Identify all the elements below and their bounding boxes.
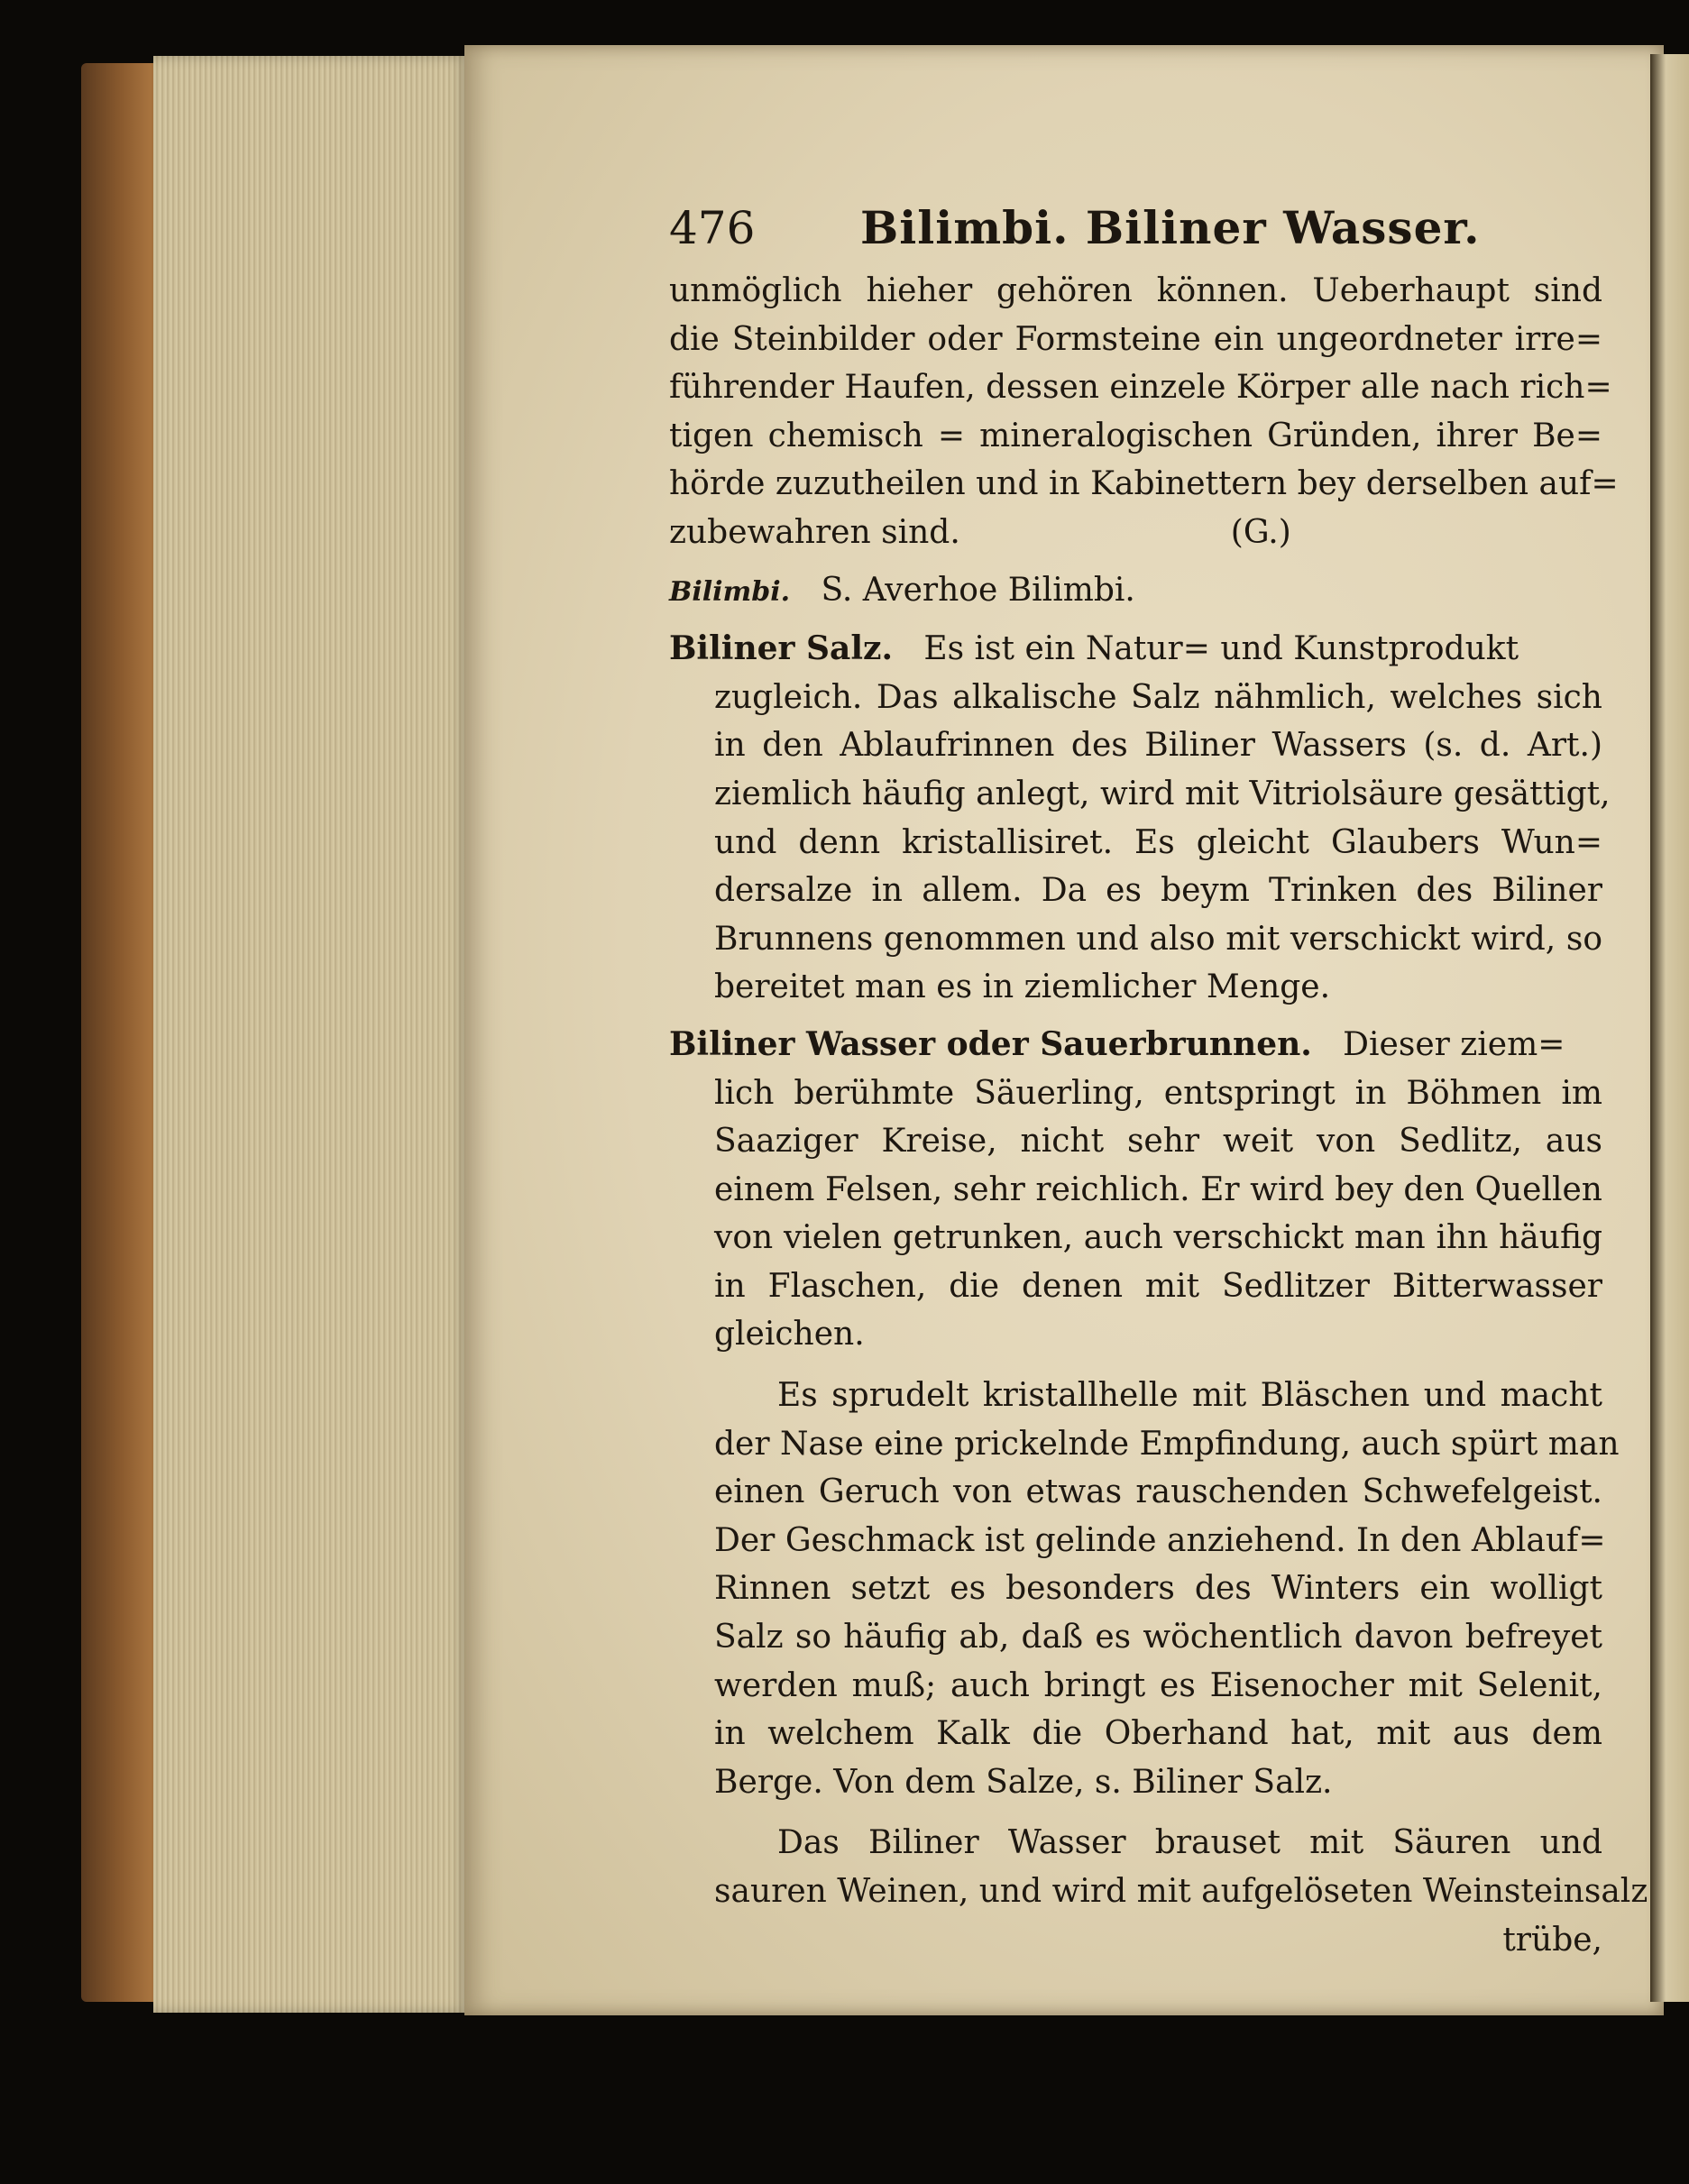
text-line: hörde zuzutheilen und in Kabinettern bey derselben auf= [669, 465, 1619, 503]
entry-headword: Biliner Wasser oder Sauerbrunnen. [669, 1024, 1312, 1063]
page-number: 476 [669, 202, 756, 254]
text-line: und denn kristallisiret. Es gleicht Glaubers Wun= [714, 823, 1602, 861]
text-line: führender Haufen, dessen einzele Körper alle nach rich= [669, 369, 1612, 407]
cross-reference: S. Averhoe Bilimbi. [821, 571, 1135, 609]
facing-page-edge [1650, 54, 1689, 2002]
text-line-content: Es ist ein Natur= und Kunstprodukt [923, 630, 1519, 668]
running-head [669, 189, 1602, 267]
text-line [669, 1021, 1602, 1069]
page-edges [153, 56, 469, 2013]
entry-biliner-wasser [669, 1021, 1602, 1359]
text-line: Saaziger Kreise, nicht sehr weit von Sedlitz, aus [714, 1123, 1602, 1161]
text-line: in den Ablaufrinnen des Biliner Wassers (s. d. Art.) [714, 727, 1602, 765]
entry-bilimbi [669, 566, 1602, 617]
text-line [669, 566, 1602, 617]
text-line: gleichen. [714, 1316, 865, 1354]
entry-headword: Biliner Salz. [669, 629, 894, 668]
entry-biliner-salz [669, 625, 1611, 1012]
text-line: einen Geruch von etwas rauschenden Schwefelgeist. [714, 1473, 1602, 1511]
continued-paragraph [669, 267, 1619, 557]
running-title: Bilimbi. Biliner Wasser. [860, 201, 1481, 254]
text-line: Rinnen setzt es besonders des Winters ein wolligt [714, 1570, 1602, 1608]
text-line: Brunnens genommen und also mit verschickt wird, so [714, 920, 1602, 958]
text-line-content: Dieser ziem= [1343, 1025, 1565, 1063]
text-line: die Steinbilder oder Formsteine ein ungeordneter irre= [669, 320, 1602, 358]
entry-headword: Bilimbi. [669, 575, 791, 608]
author-signature: (G.) [1230, 513, 1291, 551]
text-line: bereitet man es in ziemlicher Menge. [714, 968, 1331, 1006]
text-line [669, 509, 1602, 557]
text-line: ziemlich häufig anlegt, wird mit Vitriolsäure gesättigt, [714, 775, 1611, 812]
text-line: unmöglich hieher gehören können. Ueberhaupt sind [669, 272, 1602, 309]
text-line: dersalze in allem. Da es beym Trinken des Biliner [714, 872, 1602, 910]
catchword: trübe, [1502, 1921, 1602, 1959]
text-line: Der Geschmack ist gelinde anziehend. In den Ablauf= [714, 1521, 1606, 1559]
text-line: tigen chemisch = mineralogischen Gründen, ihrer Be= [669, 417, 1602, 454]
text-line: einem Felsen, sehr reichlich. Er wird bey den Quellen [714, 1170, 1602, 1208]
text-line: Es sprudelt kristallhelle mit Bläschen und macht [777, 1377, 1602, 1415]
text-line-content: zubewahren sind. [669, 513, 960, 551]
text-line: Salz so häufig ab, daß es wöchentlich davon befreyet [714, 1619, 1602, 1656]
page-text [669, 189, 1648, 1964]
text-line: in Flaschen, die denen mit Sedlitzer Bitterwasser [714, 1267, 1602, 1305]
text-line [669, 625, 1602, 674]
text-line: von vielen getrunken, auch verschickt man ihn häufig [714, 1219, 1602, 1257]
text-line: Das Biliner Wasser brauset mit Säuren und [777, 1824, 1602, 1862]
text-line: lich berühmte Säuerling, entspringt in Böhmen im [714, 1074, 1602, 1112]
text-line: sauren Weinen, und wird mit aufgelöseten Weinsteinsalz [714, 1873, 1648, 1910]
text-line: der Nase eine prickelnde Empfindung, auch spürt man [714, 1425, 1620, 1463]
text-line: Berge. Von dem Salze, s. Biliner Salz. [714, 1763, 1333, 1801]
text-line: zugleich. Das alkalische Salz nähmlich, welches sich [714, 678, 1602, 716]
paragraph [669, 1819, 1648, 1964]
text-line: in welchem Kalk die Oberhand hat, mit aus dem [714, 1715, 1602, 1753]
paragraph [669, 1372, 1620, 1806]
text-line: werden muß; auch bringt es Eisenocher mit Selenit, [714, 1666, 1602, 1704]
